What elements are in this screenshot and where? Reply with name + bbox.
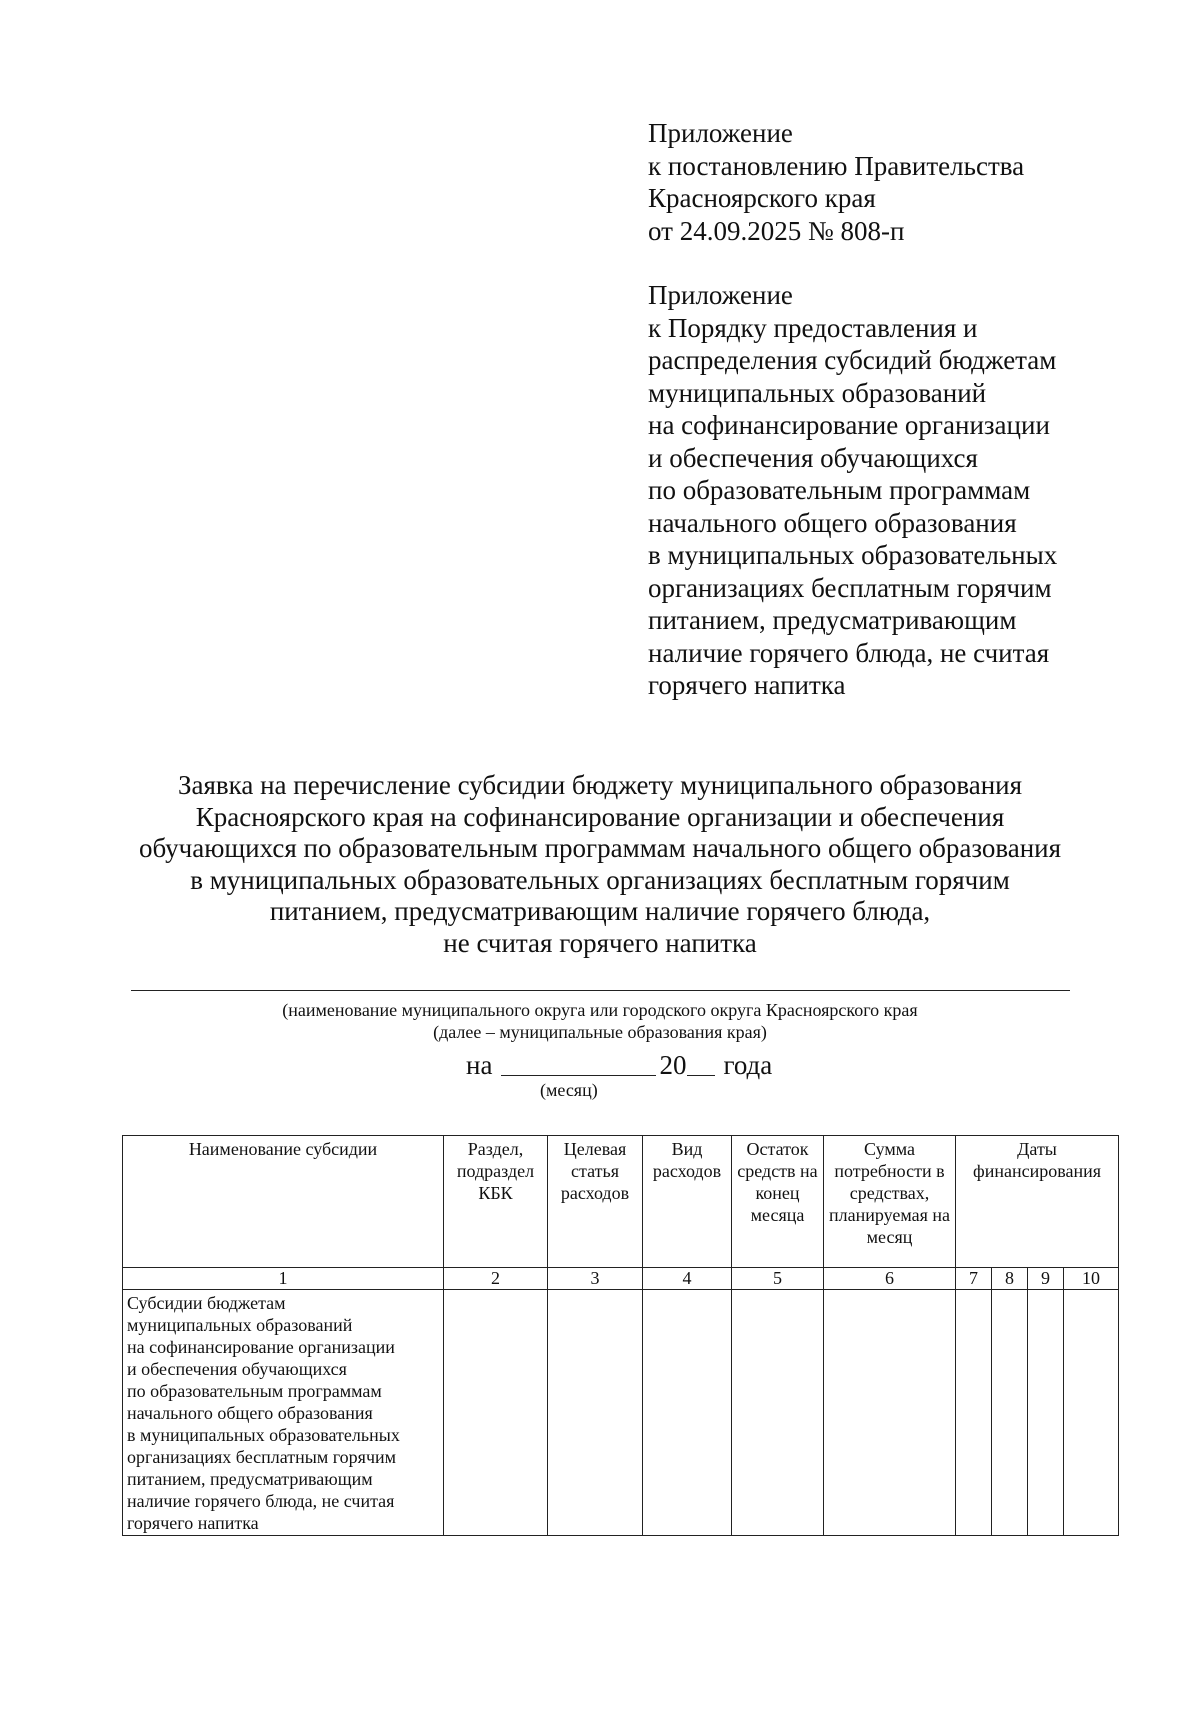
title-line: обучающихся по образовательным программам начального общего образования (138, 833, 1062, 863)
month-caption: (месяц) (540, 1080, 598, 1100)
subsidy-name-line: питанием, предусматривающим (127, 1469, 373, 1489)
balance-cell[interactable] (732, 1290, 824, 1536)
expense-kind-cell[interactable] (643, 1290, 732, 1536)
title-line: в муниципальных образовательных организациях бесплатным горячим (190, 864, 1010, 895)
period-century: 20 (659, 1050, 687, 1080)
column-number: 8 (992, 1268, 1028, 1290)
year-blank[interactable] (687, 1047, 715, 1076)
subsidy-name-cell (123, 1290, 444, 1536)
subsidy-request-table (122, 1135, 1119, 1536)
document-title (100, 770, 1100, 959)
appendix-line: наличие горячего блюда, не считая (648, 637, 1050, 668)
need-amount-cell[interactable] (824, 1290, 956, 1536)
subsidy-name-line: и обеспечения обучающихся (127, 1359, 347, 1379)
municipality-name-blank[interactable] (131, 990, 1070, 991)
appendix-line: муниципальных образований (648, 377, 987, 408)
subsidy-name-line: начального общего образования (127, 1403, 373, 1423)
municipality-caption-line: (далее – муниципальные образования края) (433, 1022, 767, 1042)
subsidy-name-line: Субсидии бюджетам (127, 1293, 286, 1313)
appendix-line: на софинансирование организации (648, 410, 1050, 440)
subsidy-name-line: горячего напитка (127, 1513, 259, 1533)
period-line (466, 1047, 772, 1081)
appendix-procedure (648, 279, 1057, 702)
appendix-line: от 24.09.2025 № 808-п (648, 215, 905, 246)
title-line: питанием, предусматривающим наличие горячего блюда, (269, 896, 931, 926)
appendix-line: по образовательным программам (648, 475, 1031, 505)
financing-date-cell[interactable] (992, 1290, 1028, 1536)
column-number-row (123, 1268, 1119, 1290)
appendix-line: к постановлению Правительства (648, 150, 1025, 181)
column-number: 6 (824, 1268, 956, 1290)
column-number: 9 (1028, 1268, 1064, 1290)
header-balance: Остаток средств на конец месяца (732, 1136, 824, 1268)
financing-date-cell[interactable] (1028, 1290, 1064, 1536)
header-section: Раздел, подраздел КБК (444, 1136, 548, 1268)
financing-date-cell[interactable] (1064, 1290, 1119, 1536)
appendix-line: Приложение (648, 118, 793, 148)
column-number: 7 (956, 1268, 992, 1290)
municipality-caption-line: (наименование муниципального округа или городского округа Красноярского края (282, 1000, 918, 1020)
title-line: Заявка на перечисление субсидии бюджету муниципального образования (177, 770, 1023, 800)
appendix-line: начального общего образования (648, 507, 1017, 538)
header-row (123, 1136, 1119, 1268)
column-number: 5 (732, 1268, 824, 1290)
header-subsidy-name: Наименование субсидии (123, 1136, 444, 1268)
subsidy-name-line: на софинансирование организации (127, 1337, 395, 1357)
header-need-amount: Сумма потребности в средствах, планируемая на месяц (824, 1136, 956, 1268)
appendix-line: к Порядку предоставления и (648, 312, 978, 343)
subsidy-name-line: организациях бесплатным горячим (127, 1447, 397, 1467)
subsidy-row (123, 1290, 1119, 1536)
column-number: 1 (123, 1268, 444, 1290)
appendix-line: горячего напитка (648, 670, 846, 700)
month-blank[interactable] (501, 1047, 656, 1076)
appendix-government-resolution (648, 117, 1024, 247)
column-number: 4 (643, 1268, 732, 1290)
appendix-line: организациях бесплатным горячим (648, 572, 1052, 603)
subsidy-name-line: по образовательным программам (127, 1381, 382, 1401)
appendix-line: распределения субсидий бюджетам (648, 345, 1057, 375)
appendix-line: питанием, предусматривающим (648, 605, 1017, 635)
column-number: 10 (1064, 1268, 1119, 1290)
column-number: 3 (548, 1268, 643, 1290)
title-line: Красноярского края на софинансирование организации и обеспечения (195, 801, 1005, 832)
title-line: не считая горячего напитка (443, 927, 757, 958)
subsidy-name-line: в муниципальных образовательных (127, 1425, 400, 1445)
column-number: 2 (444, 1268, 548, 1290)
period-prefix: на (466, 1050, 493, 1080)
appendix-line: Красноярского края (648, 183, 876, 213)
appendix-line: и обеспечения обучающихся (648, 442, 978, 473)
header-target-article: Целевая статья расходов (548, 1136, 643, 1268)
subsidy-name-line: наличие горячего блюда, не считая (127, 1491, 395, 1511)
target-article-cell[interactable] (548, 1290, 643, 1536)
financing-date-cell[interactable] (956, 1290, 992, 1536)
header-financing-dates: Даты финансирования (956, 1136, 1119, 1268)
appendix-line: в муниципальных образовательных (648, 540, 1058, 570)
header-expense-kind: Вид расходов (643, 1136, 732, 1268)
section-cell[interactable] (444, 1290, 548, 1536)
period-suffix: года (723, 1050, 773, 1080)
appendix-line: Приложение (648, 280, 793, 310)
subsidy-name-line: муниципальных образований (127, 1315, 353, 1335)
